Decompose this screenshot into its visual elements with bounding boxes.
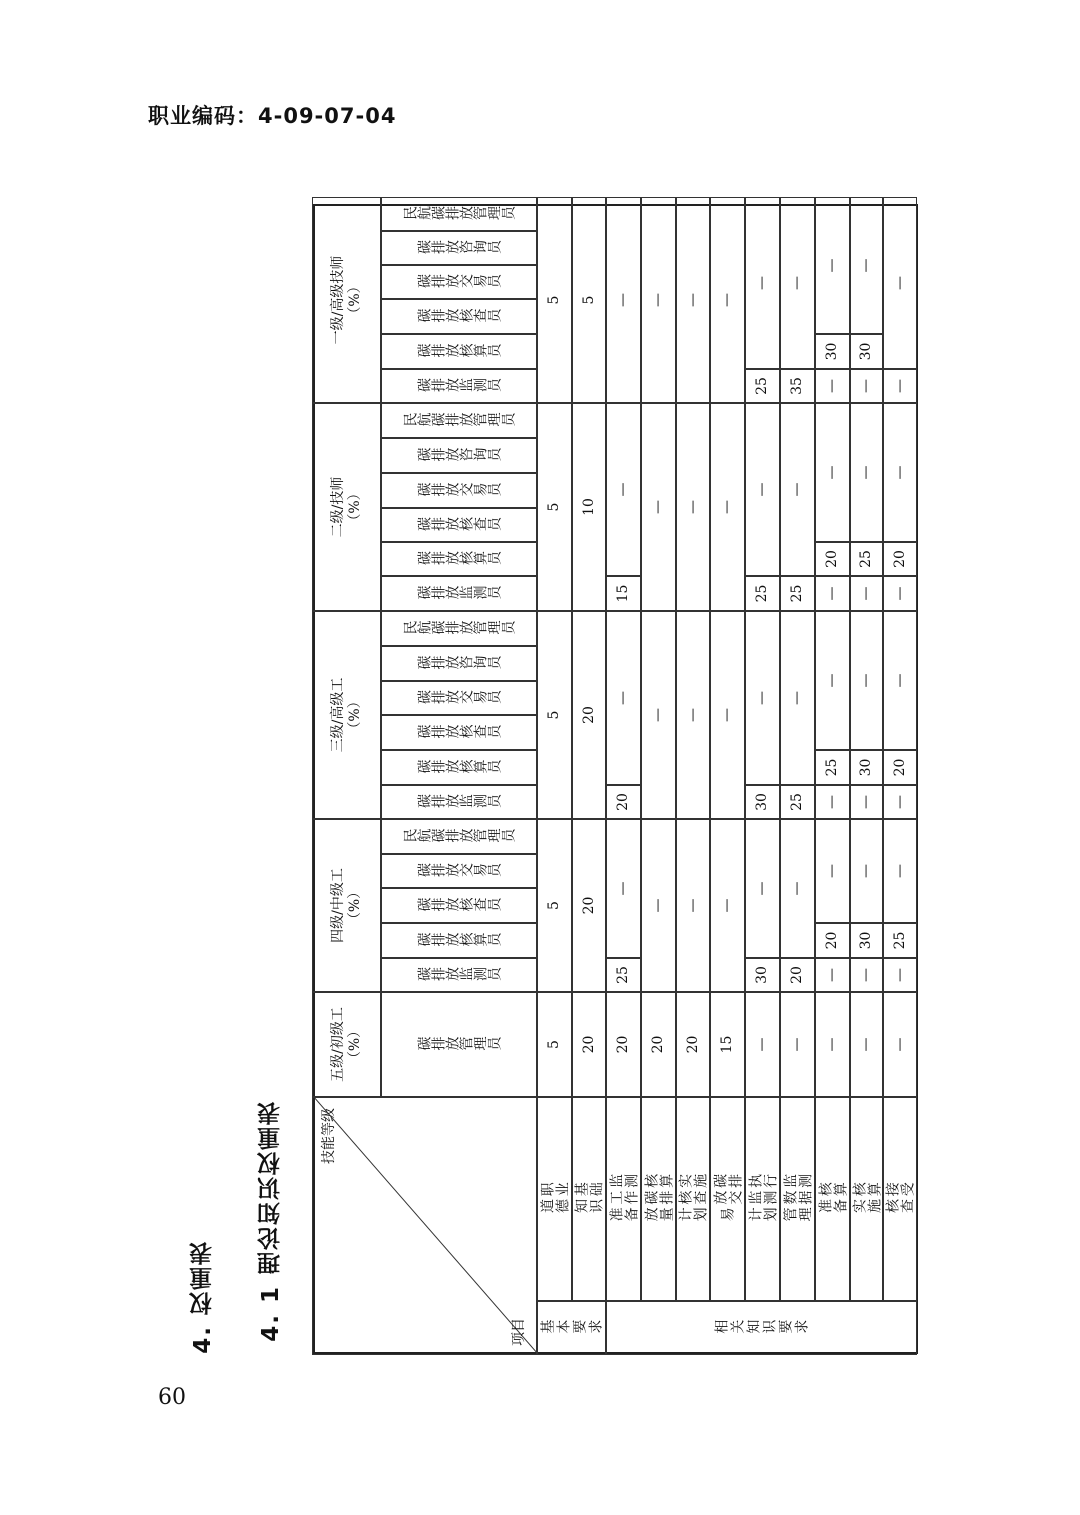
item-label-text: 基础知识 bbox=[574, 1182, 604, 1215]
diagonal-line bbox=[313, 1096, 538, 1354]
value-cell: — bbox=[883, 785, 917, 819]
value-cell: — bbox=[850, 992, 883, 1097]
group-unit: （%） bbox=[346, 486, 363, 528]
role-header bbox=[381, 854, 537, 888]
value-cell: — bbox=[780, 197, 815, 369]
occupation-code: 职业编码：4-09-07-04 bbox=[148, 104, 397, 128]
value-cell: 30 bbox=[745, 785, 780, 819]
value-cell: — bbox=[710, 403, 745, 611]
value-cell: — bbox=[850, 958, 883, 992]
value-cell: — bbox=[850, 403, 883, 542]
value-cell: — bbox=[883, 369, 917, 403]
role-label: 民航碳排放管理员 bbox=[403, 828, 515, 845]
item-label-text: 实施核查计划 bbox=[678, 1173, 708, 1224]
value-cell: — bbox=[676, 611, 710, 819]
value-cell: 20 bbox=[676, 992, 710, 1097]
value-cell: 5 bbox=[572, 197, 606, 403]
role-label: 碳排放核查员 bbox=[417, 517, 501, 533]
role-label: 民航碳排放管理员 bbox=[403, 412, 515, 429]
value-cell: 30 bbox=[850, 334, 883, 369]
role-label: 碳排放监测员 bbox=[417, 794, 501, 810]
value-cell: 35 bbox=[780, 369, 815, 403]
value-cell: — bbox=[780, 403, 815, 576]
value-cell: — bbox=[745, 611, 780, 785]
item-label-text: 执行监测计划 bbox=[747, 1173, 778, 1224]
value-cell: — bbox=[641, 819, 676, 992]
role-header bbox=[381, 888, 537, 923]
item-label bbox=[815, 1097, 850, 1301]
value-cell: — bbox=[850, 197, 883, 334]
item-label bbox=[676, 1097, 710, 1301]
role-label: 碳排放管理员 bbox=[417, 1036, 501, 1053]
role-header bbox=[381, 646, 537, 681]
group-title-2 bbox=[312, 403, 381, 611]
role-label: 碳排放交易员 bbox=[417, 690, 501, 706]
value-cell: — bbox=[745, 197, 780, 369]
group-title-1 bbox=[312, 197, 381, 403]
value-cell: 25 bbox=[815, 750, 850, 785]
item-label bbox=[710, 1097, 745, 1301]
value-cell: 20 bbox=[815, 542, 850, 576]
value-cell: — bbox=[710, 197, 745, 403]
value-cell: 5 bbox=[537, 403, 572, 611]
role-header bbox=[381, 369, 537, 403]
item-label-text: 核算实施 bbox=[851, 1182, 882, 1215]
role-header bbox=[381, 299, 537, 334]
role-header bbox=[381, 197, 537, 231]
role-label: 民航碳排放管理员 bbox=[403, 620, 515, 637]
value-cell: 15 bbox=[710, 992, 745, 1097]
value-cell: 30 bbox=[815, 334, 850, 369]
value-cell: 30 bbox=[745, 958, 780, 992]
corner-header bbox=[312, 1097, 537, 1355]
value-cell: — bbox=[883, 819, 917, 923]
value-cell: — bbox=[815, 819, 850, 923]
category-related-text: 相关知识要求 bbox=[713, 1319, 810, 1336]
page-number: 60 bbox=[158, 1385, 186, 1410]
role-header bbox=[381, 542, 537, 576]
value-cell: — bbox=[641, 197, 676, 403]
value-cell: — bbox=[850, 576, 883, 611]
value-cell: 25 bbox=[883, 923, 917, 958]
category-basic bbox=[537, 1301, 606, 1355]
role-label: 碳排放监测员 bbox=[417, 378, 501, 394]
item-label bbox=[641, 1097, 676, 1301]
value-cell: — bbox=[883, 611, 917, 750]
value-cell: 10 bbox=[572, 403, 606, 611]
value-cell: — bbox=[606, 403, 641, 576]
value-cell: 20 bbox=[780, 958, 815, 992]
value-cell: 20 bbox=[572, 611, 606, 819]
role-label: 碳排放核算员 bbox=[417, 932, 501, 949]
value-cell: 20 bbox=[883, 750, 917, 785]
value-cell: — bbox=[883, 992, 917, 1097]
value-cell: — bbox=[606, 611, 641, 785]
value-cell: 30 bbox=[850, 750, 883, 785]
value-cell: 25 bbox=[780, 785, 815, 819]
role-label: 碳排放咨询员 bbox=[417, 447, 501, 464]
role-header bbox=[381, 750, 537, 785]
value-cell: 25 bbox=[780, 576, 815, 611]
role-header bbox=[381, 715, 537, 750]
value-cell: 25 bbox=[850, 542, 883, 576]
role-label: 碳排放咨询员 bbox=[417, 655, 501, 672]
group-unit: （%） bbox=[346, 884, 363, 927]
weight-table-wrapper bbox=[313, 204, 918, 1354]
value-cell: — bbox=[815, 785, 850, 819]
item-label-text: 接受核查 bbox=[885, 1182, 915, 1215]
group-unit: （%） bbox=[346, 694, 363, 736]
value-cell: 20 bbox=[815, 923, 850, 958]
role-header bbox=[381, 923, 537, 958]
value-cell: — bbox=[883, 958, 917, 992]
value-cell: — bbox=[850, 611, 883, 750]
value-cell: 20 bbox=[606, 992, 641, 1097]
role-label: 碳排放交易员 bbox=[417, 274, 501, 290]
group-title-4 bbox=[312, 819, 381, 992]
corner-skill-label: 技能等级 bbox=[321, 1108, 337, 1164]
item-label bbox=[537, 1097, 572, 1301]
item-label bbox=[572, 1097, 606, 1301]
role-label: 碳排放监测员 bbox=[417, 585, 501, 602]
role-header bbox=[381, 334, 537, 369]
value-cell: — bbox=[850, 369, 883, 403]
section-title: 4. 权重表 bbox=[190, 1240, 216, 1354]
value-cell: — bbox=[676, 403, 710, 611]
role-header bbox=[381, 438, 537, 473]
value-cell: — bbox=[676, 197, 710, 403]
value-cell: — bbox=[815, 369, 850, 403]
value-cell: 20 bbox=[572, 992, 606, 1097]
value-cell: — bbox=[710, 611, 745, 819]
value-cell: 5 bbox=[537, 197, 572, 403]
role-label: 民航碳排放管理员 bbox=[403, 206, 515, 222]
role-label: 碳排放核算员 bbox=[417, 343, 501, 360]
group-unit: （%） bbox=[346, 279, 363, 321]
value-cell: — bbox=[710, 819, 745, 992]
item-label-text: 职业道德 bbox=[539, 1182, 570, 1215]
value-cell: — bbox=[815, 403, 850, 542]
item-label-text: 核算碳排放量 bbox=[643, 1173, 674, 1224]
corner-item-label: 项目 bbox=[511, 1318, 528, 1346]
group-title-text: 四级/中级工 bbox=[329, 868, 346, 943]
value-cell: — bbox=[815, 958, 850, 992]
value-cell: — bbox=[815, 197, 850, 334]
role-header bbox=[381, 576, 537, 611]
value-cell: — bbox=[780, 611, 815, 785]
value-cell: 20 bbox=[641, 992, 676, 1097]
item-label bbox=[850, 1097, 883, 1301]
value-cell: — bbox=[745, 403, 780, 576]
value-cell: — bbox=[850, 819, 883, 923]
value-cell: — bbox=[676, 819, 710, 992]
role-header bbox=[381, 681, 537, 715]
role-label: 碳排放核查员 bbox=[417, 724, 501, 741]
value-cell: — bbox=[883, 576, 917, 611]
value-cell: — bbox=[883, 403, 917, 542]
role-label: 碳排放咨询员 bbox=[417, 240, 501, 256]
item-label bbox=[780, 1097, 815, 1301]
value-cell: — bbox=[780, 992, 815, 1097]
value-cell: — bbox=[641, 611, 676, 819]
value-cell: 25 bbox=[745, 576, 780, 611]
value-cell: — bbox=[883, 197, 917, 369]
item-label bbox=[883, 1097, 917, 1301]
item-label-text: 碳排放交易 bbox=[712, 1173, 743, 1224]
role-header bbox=[381, 508, 537, 542]
category-related bbox=[606, 1301, 917, 1355]
role-label: 碳排放核算员 bbox=[417, 759, 501, 776]
role-label: 碳排放交易员 bbox=[417, 482, 501, 499]
value-cell: — bbox=[745, 992, 780, 1097]
item-label-text: 核算准备 bbox=[817, 1182, 848, 1215]
value-cell: — bbox=[745, 819, 780, 958]
value-cell: — bbox=[606, 197, 641, 403]
value-cell: 20 bbox=[883, 542, 917, 576]
role-header bbox=[381, 785, 537, 819]
value-cell: — bbox=[815, 576, 850, 611]
group-title-text: 二级/技师 bbox=[329, 476, 346, 538]
group-unit: （%） bbox=[346, 1023, 363, 1066]
role-header bbox=[381, 992, 537, 1097]
item-label-text: 监测数据管理 bbox=[782, 1173, 813, 1224]
role-label: 碳排放核算员 bbox=[417, 551, 501, 567]
role-header bbox=[381, 819, 537, 854]
value-cell: — bbox=[815, 992, 850, 1097]
value-cell: 25 bbox=[606, 958, 641, 992]
group-title-5 bbox=[312, 992, 381, 1097]
group-title-text: 一级/高级技师 bbox=[329, 255, 346, 345]
group-title-text: 五级/初级工 bbox=[329, 1007, 346, 1082]
item-label bbox=[606, 1097, 641, 1301]
value-cell: — bbox=[606, 819, 641, 958]
value-cell: 30 bbox=[850, 923, 883, 958]
role-label: 碳排放核查员 bbox=[417, 897, 501, 914]
value-cell: — bbox=[815, 611, 850, 750]
value-cell: 5 bbox=[537, 611, 572, 819]
item-label bbox=[745, 1097, 780, 1301]
value-cell: 5 bbox=[537, 819, 572, 992]
value-cell: 5 bbox=[537, 992, 572, 1097]
value-cell: — bbox=[850, 785, 883, 819]
role-label: 碳排放监测员 bbox=[417, 967, 501, 983]
role-header bbox=[381, 265, 537, 299]
value-cell: 20 bbox=[572, 819, 606, 992]
value-cell: — bbox=[641, 403, 676, 611]
role-header bbox=[381, 403, 537, 438]
role-label: 碳排放核查员 bbox=[417, 308, 501, 325]
group-title-3 bbox=[312, 611, 381, 819]
value-cell: 25 bbox=[745, 369, 780, 403]
role-header bbox=[381, 473, 537, 508]
value-cell: 15 bbox=[606, 576, 641, 611]
role-header bbox=[381, 231, 537, 265]
role-label: 碳排放交易员 bbox=[417, 863, 501, 879]
value-cell: — bbox=[780, 819, 815, 958]
role-header bbox=[381, 611, 537, 646]
item-label-text: 监测工作准备 bbox=[608, 1173, 639, 1224]
group-title-text: 三级/高级工 bbox=[329, 677, 346, 753]
value-cell: 20 bbox=[606, 785, 641, 819]
category-basic-text: 基本要求 bbox=[539, 1319, 604, 1336]
section-subtitle: 4. 1 理论知识权重表 bbox=[258, 1100, 284, 1342]
role-header bbox=[381, 958, 537, 992]
